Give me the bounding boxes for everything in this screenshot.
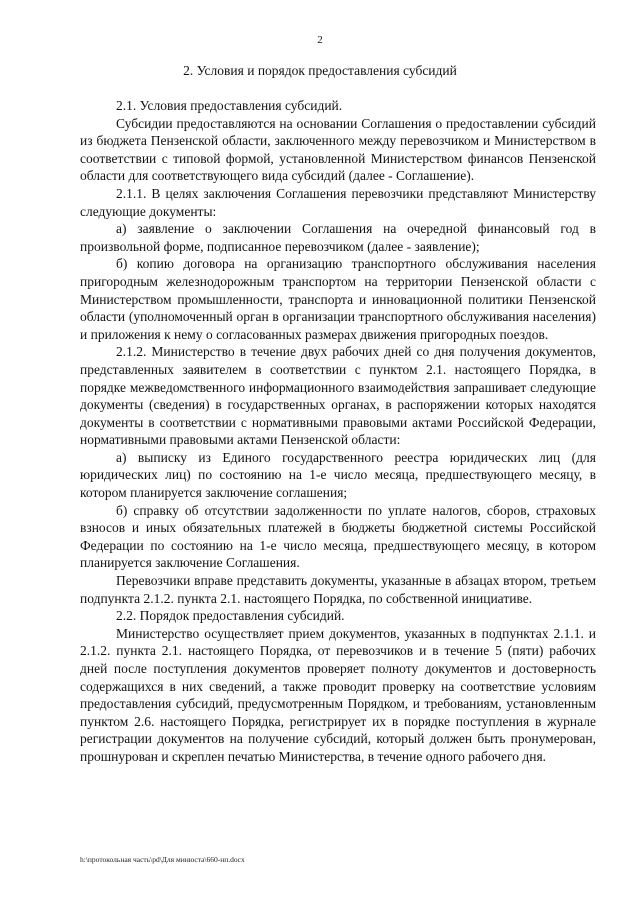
section-title: 2. Условия и порядок предоставления субсидий xyxy=(183,63,457,78)
document-body xyxy=(80,97,596,766)
paragraph-2-1-1-a: а) заявление о заключении Соглашения на очередной финансовый год в произвольной форме, подписанное перевозчиком (далее - заявление); xyxy=(80,221,596,254)
paragraph-2-1-2-a: а) выписку из Единого государственного реестра юридических лиц (для юридических лиц) по состоянию на 1-е число месяца, предшествующего месяцу, в котором планируется заключение соглашения; xyxy=(80,449,596,501)
paragraph-2-1-2: 2.1.2. Министерство в течение двух рабочих дней со дня получения документов, представленных заявителем в соответствии с пунктом 2.1. настоящего Порядка, в порядке межведомственного информационного взаимодействия запрашивает следующие документы (сведения) в государственных органах, в распоряжении которых находятся документы в соответствии с нормативными правовыми актами Российской Федерации, нормативными правовыми актами Пензенской области: xyxy=(80,344,596,448)
paragraph-2-2-heading: 2.2. Порядок предоставления субсидий. xyxy=(116,608,345,624)
paragraph-own-initiative: Перевозчики вправе представить документы, указанные в абзацах втором, третьем подпункта 2.1.2. пункта 2.1. настоящего Порядка, по собственной инициативе. xyxy=(80,573,596,606)
paragraph-subsidy-basis: Субсидии предоставляются на основании Соглашения о предоставлении субсидий из бюджета Пензенской области, заключенного между перевозчиком и Министерством в соответствии с типовой формой, установленной Министерством финансов Пензенской области для соответствующего вида субсидий (далее - Соглашение). xyxy=(80,115,596,184)
footer-file-path: h:\протокольная часть\pd\Для минюста\660-нп.docx xyxy=(80,855,245,864)
paragraph-2-1-1: 2.1.1. В целях заключения Соглашения перевозчики представляют Министерству следующие документы: xyxy=(80,185,596,219)
page-number: 2 xyxy=(317,34,323,46)
paragraph-2-1-heading: 2.1. Условия предоставления субсидий. xyxy=(116,98,343,113)
paragraph-2-1-2-b: б) справку об отсутствии задолженности по уплате налогов, сборов, страховых взносов и иных обязательных платежей в бюджеты бюджетной системы Российской Федерации по состоянию на 1-е число месяца, предшествующего месяцу, в котором планируется заключение Соглашения. xyxy=(80,502,596,571)
paragraph-2-1-1-b: б) копию договора на организацию транспортного обслуживания населения пригородным железнодорожным транспортом на территории Пензенской области с Министерством промышленности, транспорта и инновационной политики Пензенской области (уполномоченный орган в организации транспортного обслуживания населения) и приложения к нему о согласованных размерах движения пригородных поездов. xyxy=(80,256,596,342)
paragraph-2-2-procedure: Министерство осуществляет прием документов, указанных в подпунктах 2.1.1. и 2.1.2. пункта 2.1. настоящего Порядка, от перевозчиков и в течение 5 (пяти) рабочих дней после поступления документов проверяет полноту документов и достоверность содержащихся в них сведений, а также проводит проверку на соответствие условиям предоставления субсидий, предусмотренным Порядком, и требованиям, установленным пунктом 2.6. настоящего Порядка, регистрирует их в порядке поступления в журнале регистрации документов на получение субсидий, который должен быть пронумерован, прошнурован и скреплен печатью Министерства, в течение одного рабочего дня. xyxy=(80,625,596,764)
